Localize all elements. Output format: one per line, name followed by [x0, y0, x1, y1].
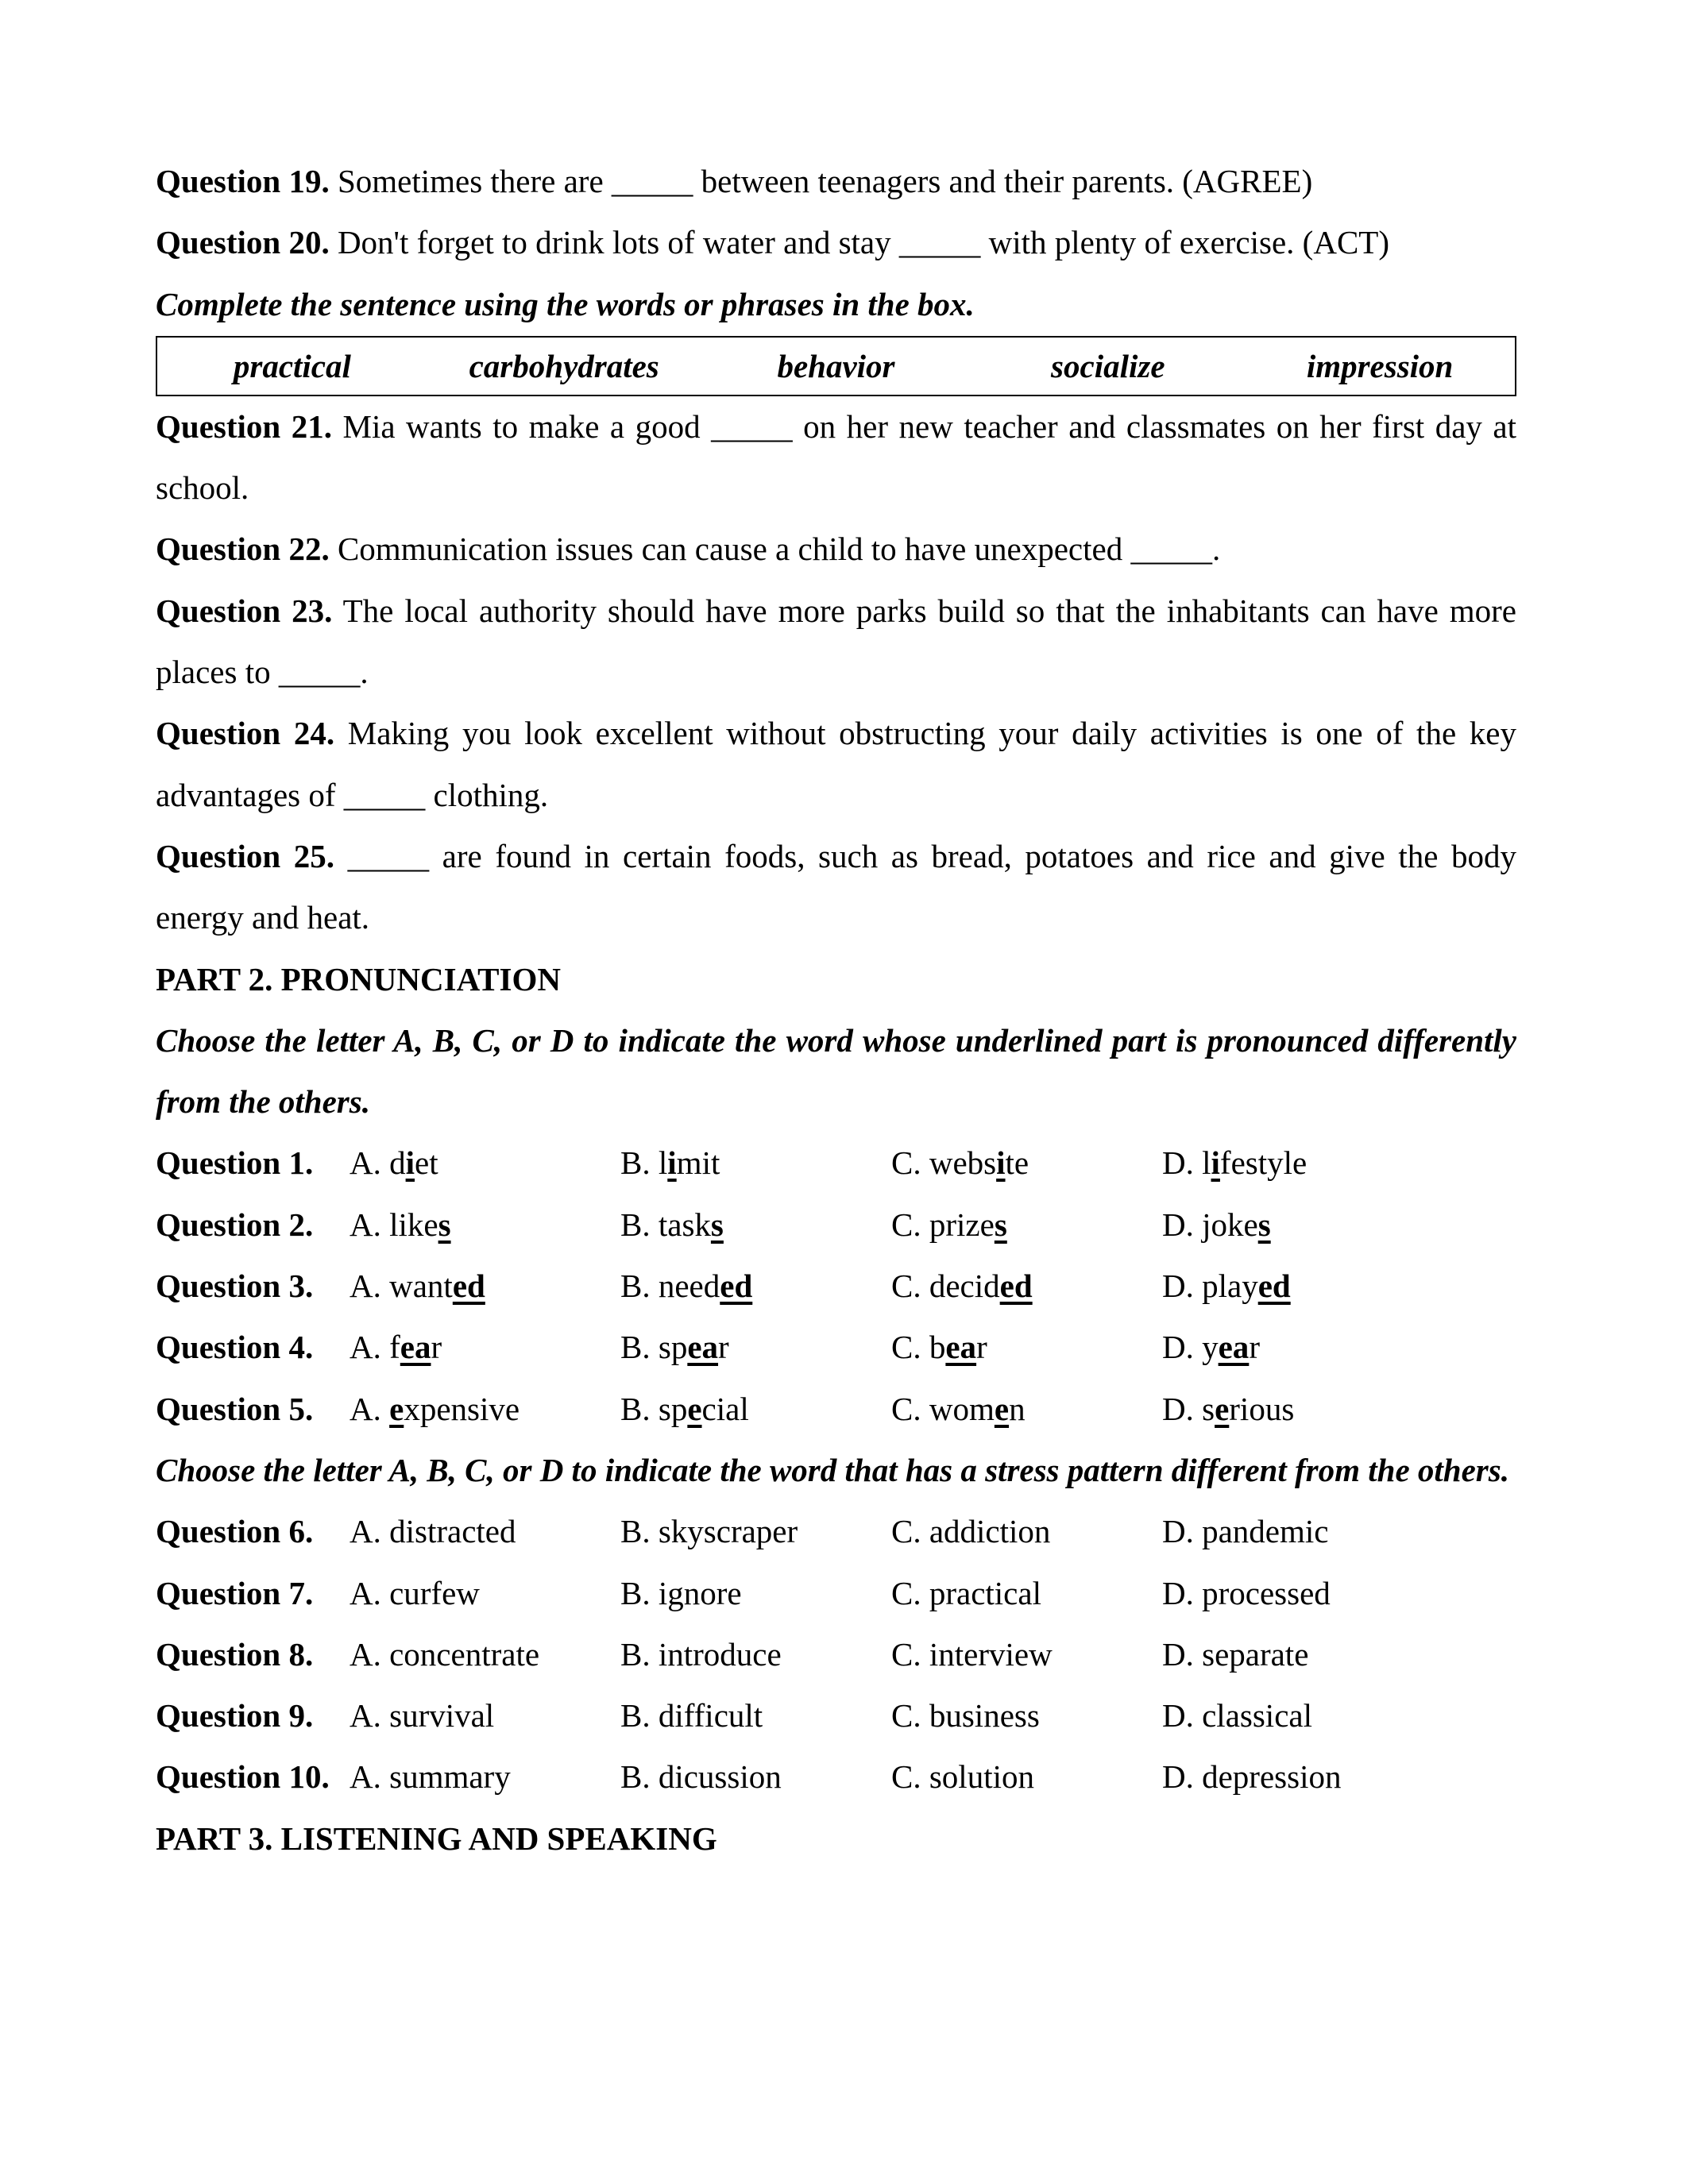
question-row [156, 1194, 1516, 1256]
underlined-part: ed [452, 1268, 485, 1305]
option-text: b [929, 1329, 946, 1366]
question-row [156, 1317, 1516, 1378]
option-letter: A. [350, 1144, 390, 1182]
answer-option: D. processed [1162, 1574, 1331, 1611]
question-row [156, 1256, 1516, 1317]
pronunciation-instruction: Choose the letter A, B, C, or D to indicate the word whose underlined part is pronounced differently from the others. [156, 1021, 1516, 1121]
answer-option: D. classical [1162, 1697, 1312, 1734]
answer-option [620, 1194, 891, 1256]
option-text: l [1202, 1144, 1211, 1182]
answer-option [350, 1256, 620, 1317]
question-text: Sometimes there are _____ between teenagers and their parents. (AGREE) [337, 163, 1313, 199]
question-row [156, 1624, 1516, 1685]
question-19 [156, 151, 1516, 212]
option-letter: D. [1162, 1206, 1203, 1243]
question-label: Question 8. [156, 1635, 314, 1673]
option-letter: C. [891, 1206, 929, 1243]
option-text: y [1202, 1329, 1219, 1366]
option-text: xpensive [404, 1390, 520, 1427]
answer-option [350, 1317, 620, 1378]
question-label: Question 7. [156, 1574, 314, 1611]
underlined-part: ea [1218, 1329, 1250, 1366]
underlined-part: ed [999, 1268, 1033, 1305]
answer-option [350, 1194, 620, 1256]
answer-option: B. difficult [620, 1697, 763, 1734]
option-text: mit [676, 1144, 720, 1182]
question-text: Don't forget to drink lots of water and stay _____ with plenty of exercise. (ACT) [337, 224, 1389, 261]
question-label: Question 19. [156, 163, 330, 199]
answer-option: A. concentrate [350, 1635, 540, 1673]
answer-option [891, 1194, 1162, 1256]
question-row [156, 1563, 1516, 1624]
stress-questions [156, 1501, 1516, 1808]
answer-option: D. depression [1162, 1758, 1342, 1796]
underlined-part: i [996, 1144, 1006, 1182]
option-text: decid [929, 1268, 1000, 1305]
option-letter: C. [891, 1268, 929, 1305]
answer-option: B. dicussion [620, 1758, 782, 1796]
option-letter: B. [620, 1268, 659, 1305]
option-text: task [658, 1206, 711, 1243]
answer-option: D. pandemic [1162, 1513, 1329, 1550]
underlined-part: e [1215, 1390, 1230, 1427]
answer-option [620, 1256, 891, 1317]
question-label: Question 9. [156, 1697, 314, 1734]
question-text: The local authority should have more parks build so that the inhabitants can have more places to _____. [156, 592, 1516, 691]
answer-option: C. addiction [891, 1513, 1051, 1550]
stress-instruction: Choose the letter A, B, C, or D to indicate the word that has a stress pattern different from the others. [156, 1451, 1509, 1488]
question-label: Question 4. [156, 1329, 314, 1366]
underlined-part: ea [687, 1329, 719, 1366]
answer-option [891, 1256, 1162, 1317]
option-text: r [718, 1329, 729, 1366]
answer-option [891, 1317, 1162, 1378]
option-letter: A. [350, 1268, 390, 1305]
box-word: practical [233, 347, 351, 384]
option-letter: B. [620, 1206, 659, 1243]
answer-option: C. interview [891, 1635, 1053, 1673]
answer-option [620, 1133, 891, 1194]
question-label: Question 22. [156, 531, 330, 568]
box-word: carbohydrates [469, 347, 659, 384]
option-text: et [415, 1144, 438, 1182]
answer-option: B. skyscraper [620, 1513, 798, 1550]
question-25 [156, 826, 1516, 949]
underlined-part: ea [945, 1329, 977, 1366]
underlined-part: s [438, 1206, 451, 1243]
answer-option: A. summary [350, 1758, 511, 1796]
box-word: behavior [777, 347, 895, 384]
question-20 [156, 212, 1516, 273]
option-letter: C. [891, 1144, 929, 1182]
part3-heading: PART 3. LISTENING AND SPEAKING [156, 1819, 717, 1857]
answer-option [1162, 1379, 1294, 1440]
option-text: r [431, 1329, 442, 1366]
question-label: Question 20. [156, 224, 330, 261]
question-label: Question 24. [156, 715, 335, 752]
underlined-part: s [710, 1206, 724, 1243]
answer-option [350, 1379, 620, 1440]
word-box [156, 336, 1516, 396]
answer-option [620, 1379, 891, 1440]
option-text: n [1009, 1390, 1026, 1427]
question-text: Making you look excellent without obstructing your daily activities is one of the key advantages of _____ clothing. [156, 715, 1516, 813]
worksheet-page [156, 151, 1516, 1870]
option-text: like [389, 1206, 438, 1243]
option-letter: D. [1162, 1268, 1203, 1305]
answer-option: C. business [891, 1697, 1040, 1734]
answer-option: A. survival [350, 1697, 495, 1734]
question-22 [156, 519, 1516, 580]
option-text: cial [701, 1390, 749, 1427]
answer-option: A. distracted [350, 1513, 516, 1550]
underlined-part: i [1211, 1144, 1220, 1182]
question-row [156, 1685, 1516, 1746]
option-letter: A. [350, 1329, 390, 1366]
answer-option: D. separate [1162, 1635, 1309, 1673]
answer-option [1162, 1317, 1260, 1378]
option-text: play [1202, 1268, 1258, 1305]
question-text: Communication issues can cause a child to have unexpected _____. [337, 531, 1221, 568]
question-label: Question 1. [156, 1144, 314, 1182]
answer-option: C. solution [891, 1758, 1034, 1796]
underlined-part: s [994, 1206, 1007, 1243]
option-letter: B. [620, 1144, 659, 1182]
option-letter: B. [620, 1329, 659, 1366]
option-text: festyle [1219, 1144, 1308, 1182]
answer-option: B. ignore [620, 1574, 742, 1611]
question-label: Question 6. [156, 1513, 314, 1550]
question-21 [156, 396, 1516, 519]
question-text: Mia wants to make a good _____ on her new teacher and classmates on her first day at school. [156, 407, 1516, 507]
underlined-part: s [1257, 1206, 1271, 1243]
question-23 [156, 581, 1516, 704]
option-text: l [658, 1144, 668, 1182]
option-text: prize [929, 1206, 995, 1243]
question-label: Question 10. [156, 1758, 330, 1796]
option-letter: A. [350, 1206, 390, 1243]
option-text: sp [658, 1390, 688, 1427]
question-row [156, 1379, 1516, 1440]
answer-option [891, 1379, 1162, 1440]
underlined-part: e [687, 1390, 702, 1427]
part2-heading: PART 2. PRONUNCIATION [156, 960, 561, 997]
option-text: rious [1229, 1390, 1295, 1427]
option-text: joke [1202, 1206, 1258, 1243]
underlined-part: ed [720, 1268, 753, 1305]
answer-option: B. introduce [620, 1635, 782, 1673]
option-letter: A. [350, 1390, 390, 1427]
option-text: want [389, 1268, 453, 1305]
answer-option: C. practical [891, 1574, 1041, 1611]
box-word: impression [1306, 347, 1454, 384]
answer-option [1162, 1133, 1307, 1194]
question-label: Question 21. [156, 407, 332, 445]
option-letter: D. [1162, 1329, 1203, 1366]
box-word: socialize [1051, 347, 1165, 384]
answer-option [1162, 1256, 1291, 1317]
question-label: Question 2. [156, 1206, 314, 1243]
pronunciation-questions [156, 1133, 1516, 1439]
underlined-part: i [405, 1144, 415, 1182]
option-text: need [658, 1268, 720, 1305]
question-label: Question 25. [156, 837, 335, 874]
answer-option [350, 1133, 620, 1194]
question-text: _____ are found in certain foods, such as bread, potatoes and rice and give the body energy and heat. [156, 837, 1517, 936]
option-letter: D. [1162, 1144, 1203, 1182]
question-label: Question 23. [156, 592, 333, 629]
option-letter: B. [620, 1390, 659, 1427]
box-instruction: Complete the sentence using the words or phrases in the box. [156, 285, 975, 322]
answer-option [1162, 1194, 1271, 1256]
underlined-part: ea [400, 1329, 431, 1366]
question-row [156, 1746, 1516, 1808]
option-text: f [389, 1329, 400, 1366]
option-text: wom [929, 1390, 995, 1427]
question-row [156, 1501, 1516, 1562]
underlined-part: i [667, 1144, 677, 1182]
answer-option [891, 1133, 1162, 1194]
option-text: r [976, 1329, 987, 1366]
option-text: webs [929, 1144, 997, 1182]
option-letter: D. [1162, 1390, 1203, 1427]
answer-option [620, 1317, 891, 1378]
question-label: Question 5. [156, 1390, 314, 1427]
question-label: Question 3. [156, 1268, 314, 1305]
option-text: sp [658, 1329, 688, 1366]
underlined-part: e [994, 1390, 1010, 1427]
question-24 [156, 703, 1516, 826]
underlined-part: ed [1257, 1268, 1291, 1305]
option-letter: C. [891, 1329, 929, 1366]
underlined-part: e [389, 1390, 404, 1427]
question-row [156, 1133, 1516, 1194]
option-text: r [1249, 1329, 1260, 1366]
option-text: s [1202, 1390, 1215, 1427]
option-text: te [1005, 1144, 1029, 1182]
option-text: d [389, 1144, 406, 1182]
option-letter: C. [891, 1390, 929, 1427]
answer-option: A. curfew [350, 1574, 480, 1611]
